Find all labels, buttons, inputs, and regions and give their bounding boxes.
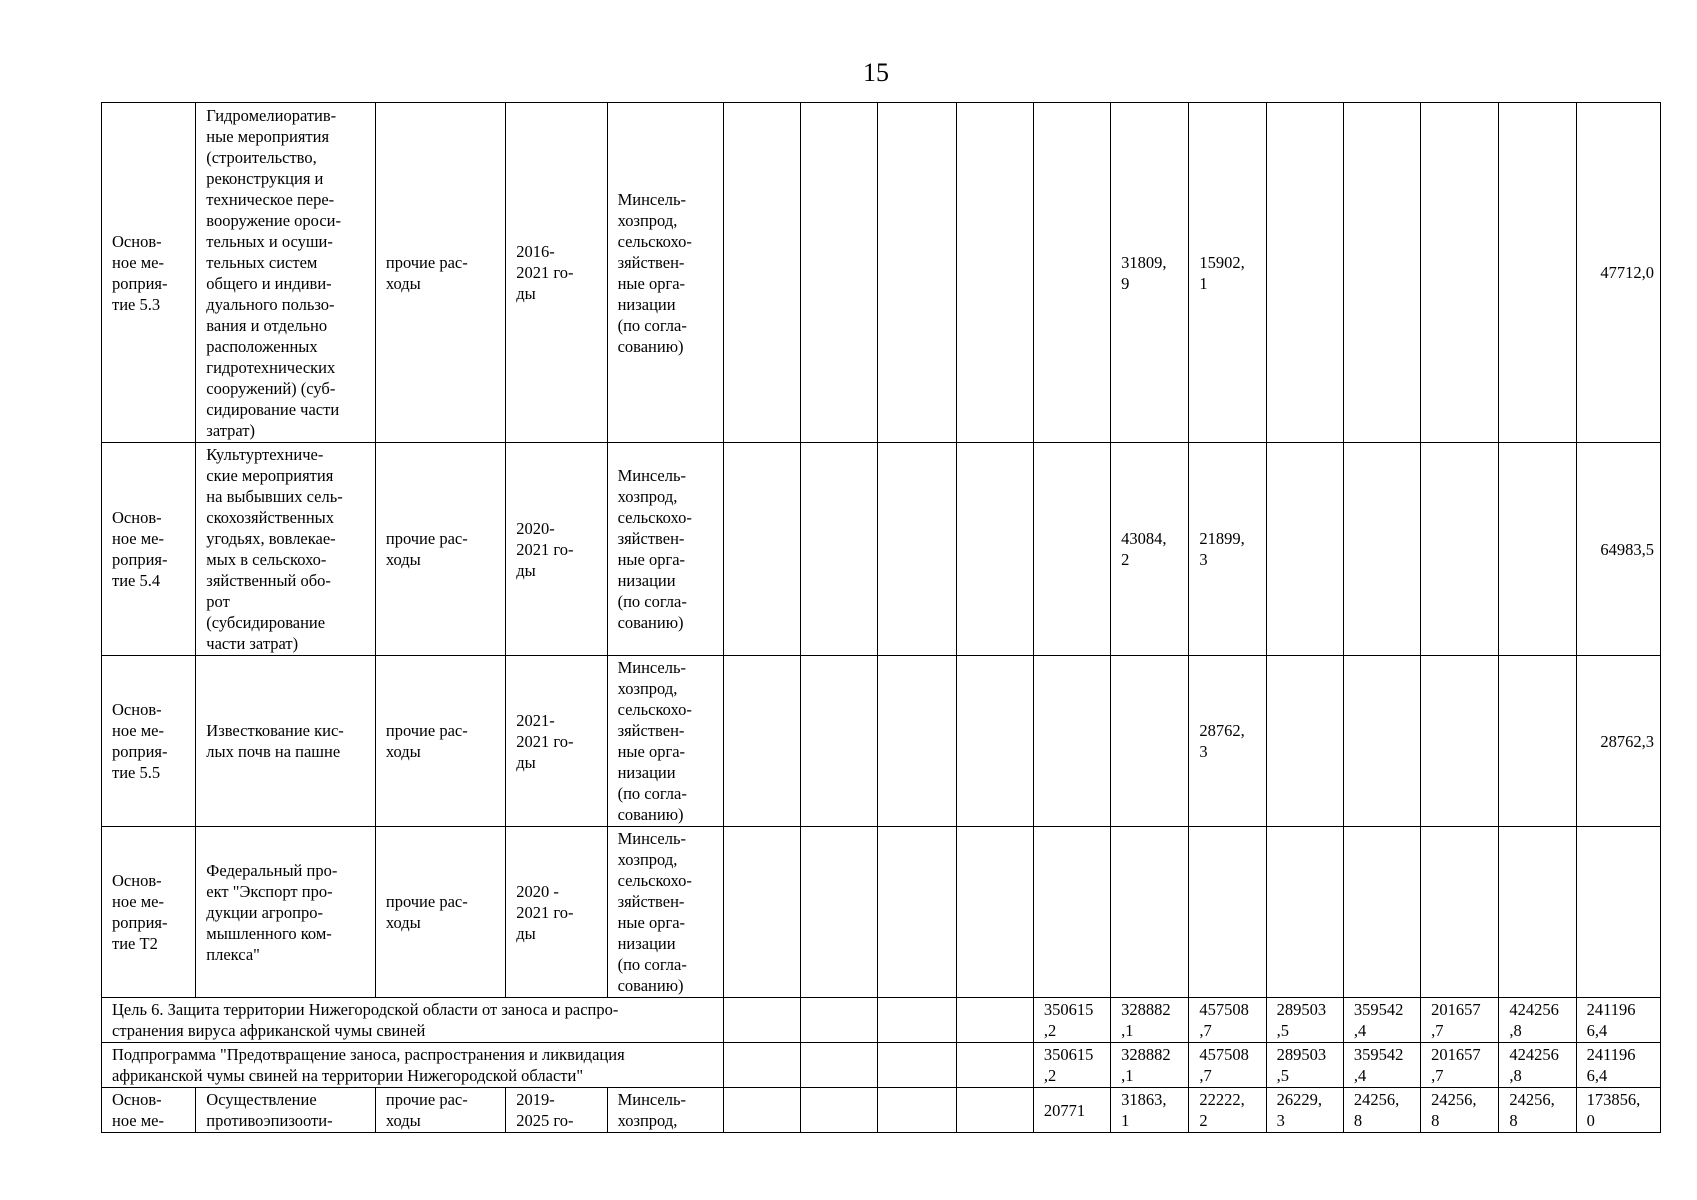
value-cell: 289503 ,5 [1266,1043,1343,1088]
value-cell [878,443,956,656]
value-cell: 328882 ,1 [1111,998,1189,1043]
expense-type: прочие рас- ходы [375,656,505,827]
total-cell: 64983,5 [1576,443,1660,656]
value-cell [801,656,878,827]
value-cell [1111,827,1189,998]
event-name: Федеральный про- ект "Экспорт про- дукции агропро- мышленного ком- плекса" [196,827,376,998]
value-cell [1343,443,1420,656]
value-cell [801,1088,878,1133]
value-cell: 424256 ,8 [1499,1043,1576,1088]
period: 2020- 2021 го- ды [506,443,607,656]
value-cell [1421,827,1499,998]
value-cell [1499,443,1576,656]
value-cell [723,998,800,1043]
page-number: 15 [863,58,889,87]
value-cell [1033,103,1110,443]
value-cell: 15902, 1 [1189,103,1266,443]
value-cell [801,103,878,443]
expense-type: прочие рас- ходы [375,443,505,656]
value-cell [878,1088,956,1133]
subprogram-title: Подпрограмма "Предотвращение заноса, распространения и ликвидация африканской чумы свиней на территории Нижегородской области" [102,1043,724,1088]
value-cell [1421,443,1499,656]
executor: Минсель- хозпрод, сельскохо- зяйствен- ные орга- низации (по согла- сованию) [607,827,723,998]
value-cell [878,827,956,998]
value-cell [956,998,1033,1043]
value-cell: 328882 ,1 [1111,1043,1189,1088]
value-cell: 21899, 3 [1189,443,1266,656]
value-cell [723,656,800,827]
value-cell [1343,656,1420,827]
value-cell: 22222, 2 [1189,1088,1266,1133]
period: 2016- 2021 го- ды [506,103,607,443]
value-cell: 457508 ,7 [1189,1043,1266,1088]
total-cell: 241196 6,4 [1576,1043,1660,1088]
value-cell: 457508 ,7 [1189,998,1266,1043]
value-cell [956,443,1033,656]
total-cell [1576,827,1660,998]
value-cell [1499,103,1576,443]
value-cell [1189,827,1266,998]
value-cell: 24256, 8 [1421,1088,1499,1133]
value-cell [723,103,800,443]
value-cell: 31809, 9 [1111,103,1189,443]
subprogram-row [102,1043,1661,1088]
executor: Минсель- хозпрод, сельскохо- зяйствен- ные орга- низации (по согла- сованию) [607,103,723,443]
value-cell [1499,827,1576,998]
total-cell: 47712,0 [1576,103,1660,443]
value-cell [1111,656,1189,827]
value-cell [723,827,800,998]
value-cell [878,1043,956,1088]
value-cell [801,443,878,656]
value-cell: 28762, 3 [1189,656,1266,827]
event-code: Основ- ное ме- роприя- тие 5.3 [102,103,196,443]
event-code: Основ- ное ме- роприя- тие 5.5 [102,656,196,827]
value-cell [801,827,878,998]
value-cell: 359542 ,4 [1343,1043,1420,1088]
value-cell [1421,656,1499,827]
event-name: Осуществление противоэпизооти- [196,1088,376,1133]
value-cell [723,443,800,656]
value-cell: 43084, 2 [1111,443,1189,656]
value-cell: 201657 ,7 [1421,998,1499,1043]
value-cell [1266,103,1343,443]
goal-title: Цель 6. Защита территории Нижегородской области от заноса и распро- странения вируса африканской чумы свиней [102,998,724,1043]
table-row [102,443,1661,656]
value-cell: 26229, 3 [1266,1088,1343,1133]
period: 2020 - 2021 го- ды [506,827,607,998]
value-cell [1033,827,1110,998]
value-cell [878,998,956,1043]
executor: Минсель- хозпрод, сельскохо- зяйствен- ные орга- низации (по согла- сованию) [607,443,723,656]
value-cell [956,1043,1033,1088]
executor: Минсель- хозпрод, [607,1088,723,1133]
value-cell [801,998,878,1043]
table-row [102,1088,1661,1133]
value-cell: 24256, 8 [1343,1088,1420,1133]
executor: Минсель- хозпрод, сельскохо- зяйствен- ные орга- низации (по согла- сованию) [607,656,723,827]
value-cell: 20771 [1033,1088,1110,1133]
value-cell [878,656,956,827]
value-cell: 424256 ,8 [1499,998,1576,1043]
expense-type: прочие рас- ходы [375,1088,505,1133]
event-name: Гидромелиоратив- ные мероприятия (строительство, реконструкция и техническое пере- вооружение ороси- тельных и осуши- тельных систем общего и индиви- дуального пользо- вания и отдельно расположенных гидротехнических сооружений) (суб- сидирование части затрат) [196,103,376,443]
value-cell: 350615 ,2 [1033,998,1110,1043]
value-cell [1266,443,1343,656]
period: 2019- 2025 го- [506,1088,607,1133]
value-cell [801,1043,878,1088]
event-code: Основ- ное ме- роприя- тие Т2 [102,827,196,998]
value-cell: 24256, 8 [1499,1088,1576,1133]
period: 2021- 2021 го- ды [506,656,607,827]
value-cell: 359542 ,4 [1343,998,1420,1043]
value-cell [956,827,1033,998]
value-cell [723,1088,800,1133]
table-row [102,656,1661,827]
event-name: Культуртехниче- ские мероприятия на выбывших сель- скохозяйственных угодьях, вовлекае- мых в сельскохо- зяйственный обо- рот (субсидирование части затрат) [196,443,376,656]
value-cell [878,103,956,443]
total-cell: 28762,3 [1576,656,1660,827]
value-cell [1033,443,1110,656]
total-cell: 241196 6,4 [1576,998,1660,1043]
goal-row [102,998,1661,1043]
value-cell [956,656,1033,827]
value-cell [1499,656,1576,827]
value-cell [1343,827,1420,998]
table-row [102,103,1661,443]
value-cell [1421,103,1499,443]
expense-type: прочие рас- ходы [375,103,505,443]
value-cell: 289503 ,5 [1266,998,1343,1043]
value-cell: 31863, 1 [1111,1088,1189,1133]
budget-table [101,102,1661,1133]
value-cell [1343,103,1420,443]
value-cell [723,1043,800,1088]
value-cell [1266,827,1343,998]
value-cell [1033,656,1110,827]
table-row [102,827,1661,998]
event-name: Известкование кис- лых почв на пашне [196,656,376,827]
value-cell [1266,656,1343,827]
expense-type: прочие рас- ходы [375,827,505,998]
value-cell [956,103,1033,443]
value-cell [956,1088,1033,1133]
event-code: Основ- ное ме- [102,1088,196,1133]
event-code: Основ- ное ме- роприя- тие 5.4 [102,443,196,656]
value-cell: 201657 ,7 [1421,1043,1499,1088]
value-cell: 350615 ,2 [1033,1043,1110,1088]
total-cell: 173856, 0 [1576,1088,1660,1133]
